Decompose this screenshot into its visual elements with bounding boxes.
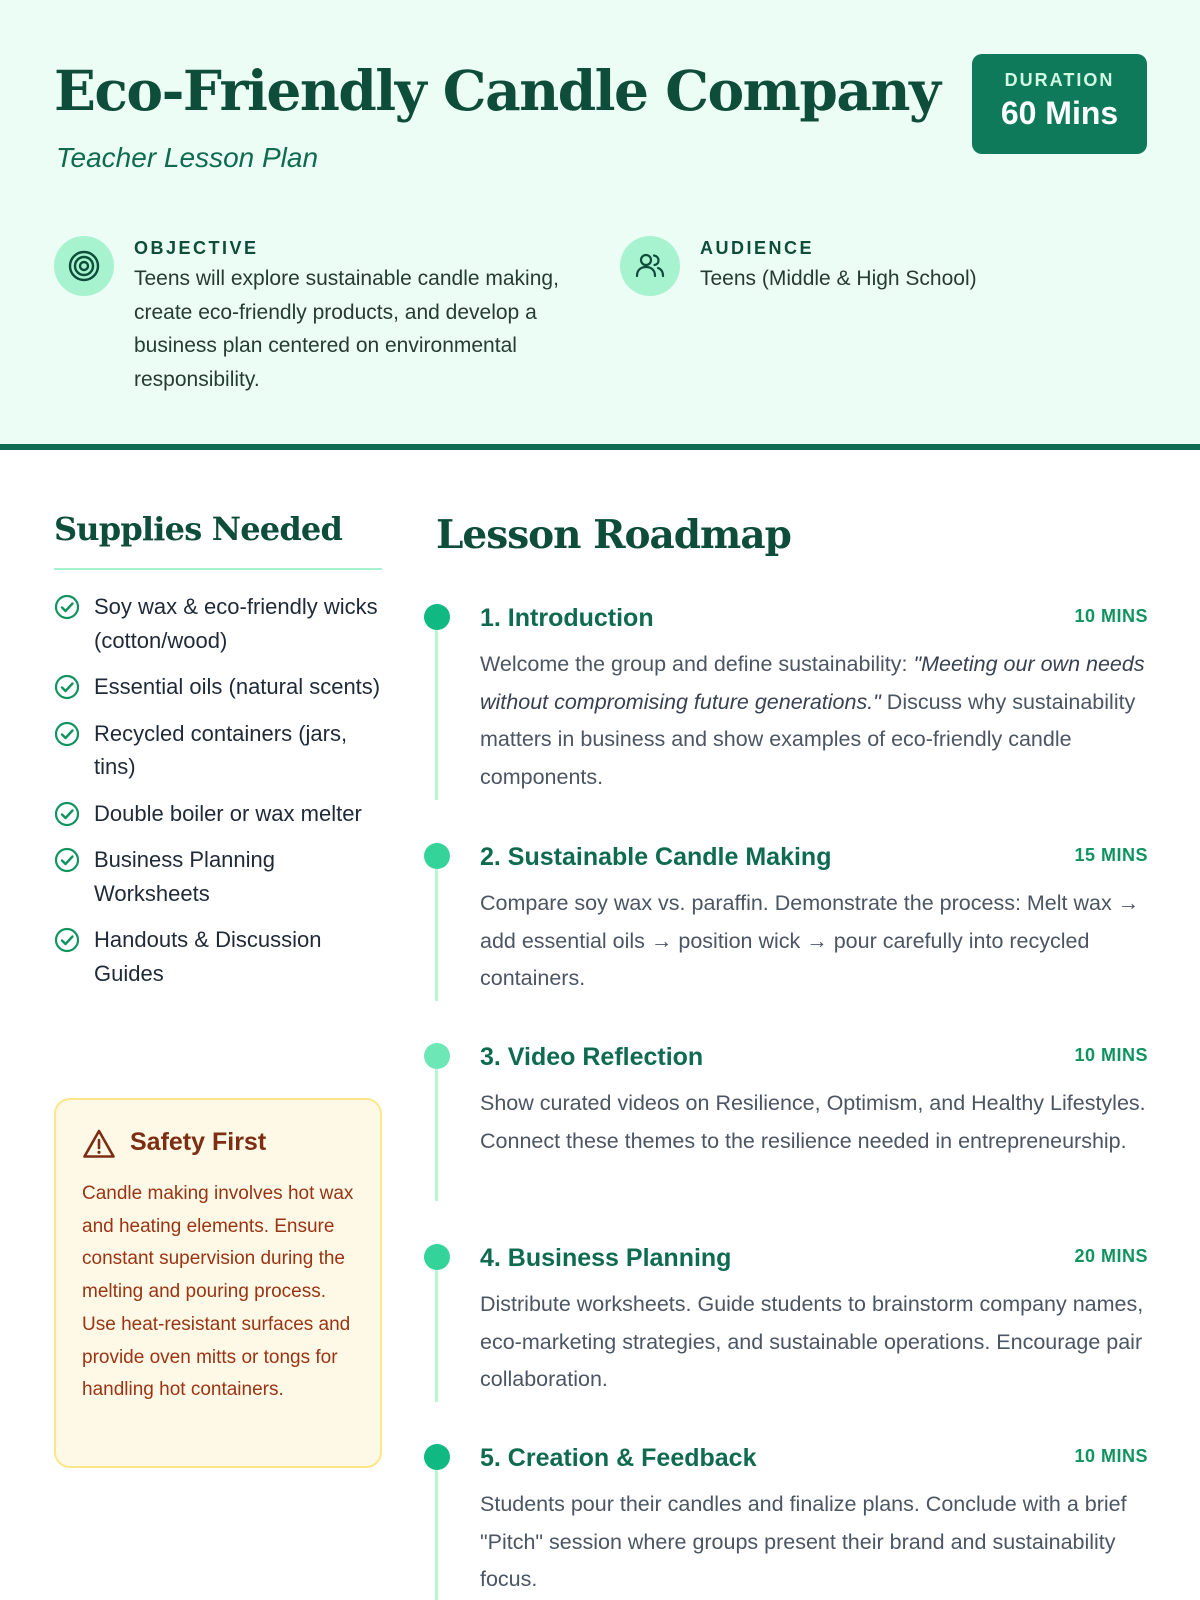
objective-label: OBJECTIVE xyxy=(134,238,259,258)
timeline-dot xyxy=(424,843,450,869)
check-circle-icon xyxy=(54,674,80,700)
header xyxy=(0,0,1200,450)
step-description: Distribute worksheets. Guide students to brainstorm company names, eco-marketing strategies, and sustainable operations. Encourage pair collaboration. xyxy=(480,1292,1144,1392)
warning-icon xyxy=(82,1128,116,1160)
supply-item xyxy=(54,843,384,910)
step-description-text: Discuss why sustainability matters in business and show examples of eco-friendly candle components. xyxy=(480,689,1136,790)
sustainability-quote: "Meeting our own needs without compromising future generations." xyxy=(480,652,1145,714)
check-circle-icon xyxy=(54,927,80,953)
timeline-line xyxy=(435,1065,438,1201)
roadmap-step xyxy=(420,1240,1160,1410)
supply-text: Soy wax & eco-friendly wicks (cotton/wood) xyxy=(94,594,378,653)
supply-item xyxy=(54,717,384,784)
step-title: 4. Business Planning xyxy=(480,1244,732,1272)
supplies-divider xyxy=(54,568,382,570)
supply-text: Double boiler or wax melter xyxy=(94,800,362,826)
audience-text: Teens (Middle & High School) xyxy=(700,267,977,290)
timeline-dot xyxy=(424,1244,450,1270)
step-description-text: Welcome the group and define sustainability: xyxy=(480,652,914,676)
duration-label: DURATION xyxy=(1004,70,1115,90)
supply-text: Recycled containers (jars, tins) xyxy=(94,720,348,779)
supply-item xyxy=(54,923,384,990)
roadmap-step xyxy=(420,839,1160,1009)
timeline-dot xyxy=(424,1043,450,1069)
supplies-list xyxy=(54,590,384,1003)
target-icon xyxy=(54,236,114,296)
check-circle-icon xyxy=(54,594,80,620)
safety-text: Candle making involves hot wax and heating elements. Ensure constant supervision during the melting and pouring process. Use heat-resistant surfaces and provide oven mitts or tongs for handling hot containers. xyxy=(82,1183,354,1401)
step-duration: 10 MINS xyxy=(1074,1446,1148,1466)
step-description: Compare soy wax vs. paraffin. Demonstrate the process: Melt wax → add essential oils → position wick → pour carefully into recycled containers. xyxy=(480,891,1140,991)
timeline-line xyxy=(435,626,438,800)
timeline-dot xyxy=(424,1444,450,1470)
step-title: 3. Video Reflection xyxy=(480,1043,704,1071)
timeline-dot xyxy=(424,604,450,630)
step-duration: 15 MINS xyxy=(1074,845,1148,865)
duration-badge xyxy=(972,54,1147,154)
users-icon xyxy=(620,236,680,296)
supplies-title: Supplies Needed xyxy=(54,510,343,548)
check-circle-icon xyxy=(54,801,80,827)
page-subtitle: Teacher Lesson Plan xyxy=(56,142,319,173)
timeline-line xyxy=(435,1466,438,1600)
audience-label: AUDIENCE xyxy=(700,238,815,258)
objective-text: Teens will explore sustainable candle making, create eco-friendly products, and develop a business plan centered on environmental responsibility. xyxy=(134,267,559,391)
safety-callout xyxy=(54,1098,382,1468)
supply-item xyxy=(54,797,384,831)
page-title: Eco-Friendly Candle Company xyxy=(54,58,940,123)
supply-item xyxy=(54,590,384,657)
step-duration: 20 MINS xyxy=(1074,1246,1148,1266)
timeline-line xyxy=(435,1266,438,1402)
roadmap-step xyxy=(420,1440,1160,1600)
supply-text: Essential oils (natural scents) xyxy=(94,674,381,699)
duration-value: 60 Mins xyxy=(1000,95,1119,131)
roadmap-step xyxy=(420,600,1160,800)
roadmap-title: Lesson Roadmap xyxy=(436,512,791,558)
timeline-line xyxy=(435,865,438,1001)
safety-title: Safety First xyxy=(130,1128,267,1156)
check-circle-icon xyxy=(54,721,80,747)
step-description: Students pour their candles and finalize plans. Conclude with a brief "Pitch" session where groups present their brand and sustainability focus. xyxy=(480,1492,1127,1592)
step-title: 1. Introduction xyxy=(480,604,654,632)
step-description: Show curated videos on Resilience, Optimism, and Healthy Lifestyles. Connect these themes to the resilience needed in entrepreneurship. xyxy=(480,1091,1146,1153)
step-title: 2. Sustainable Candle Making xyxy=(480,843,832,871)
supply-text: Handouts & Discussion Guides xyxy=(94,927,322,986)
roadmap-step xyxy=(420,1039,1160,1209)
step-duration: 10 MINS xyxy=(1074,606,1148,626)
step-title: 5. Creation & Feedback xyxy=(480,1444,757,1472)
step-duration: 10 MINS xyxy=(1074,1045,1148,1065)
supply-text: Business Planning Worksheets xyxy=(94,847,276,906)
check-circle-icon xyxy=(54,847,80,873)
supply-item xyxy=(54,670,384,704)
step-description xyxy=(480,646,1152,797)
